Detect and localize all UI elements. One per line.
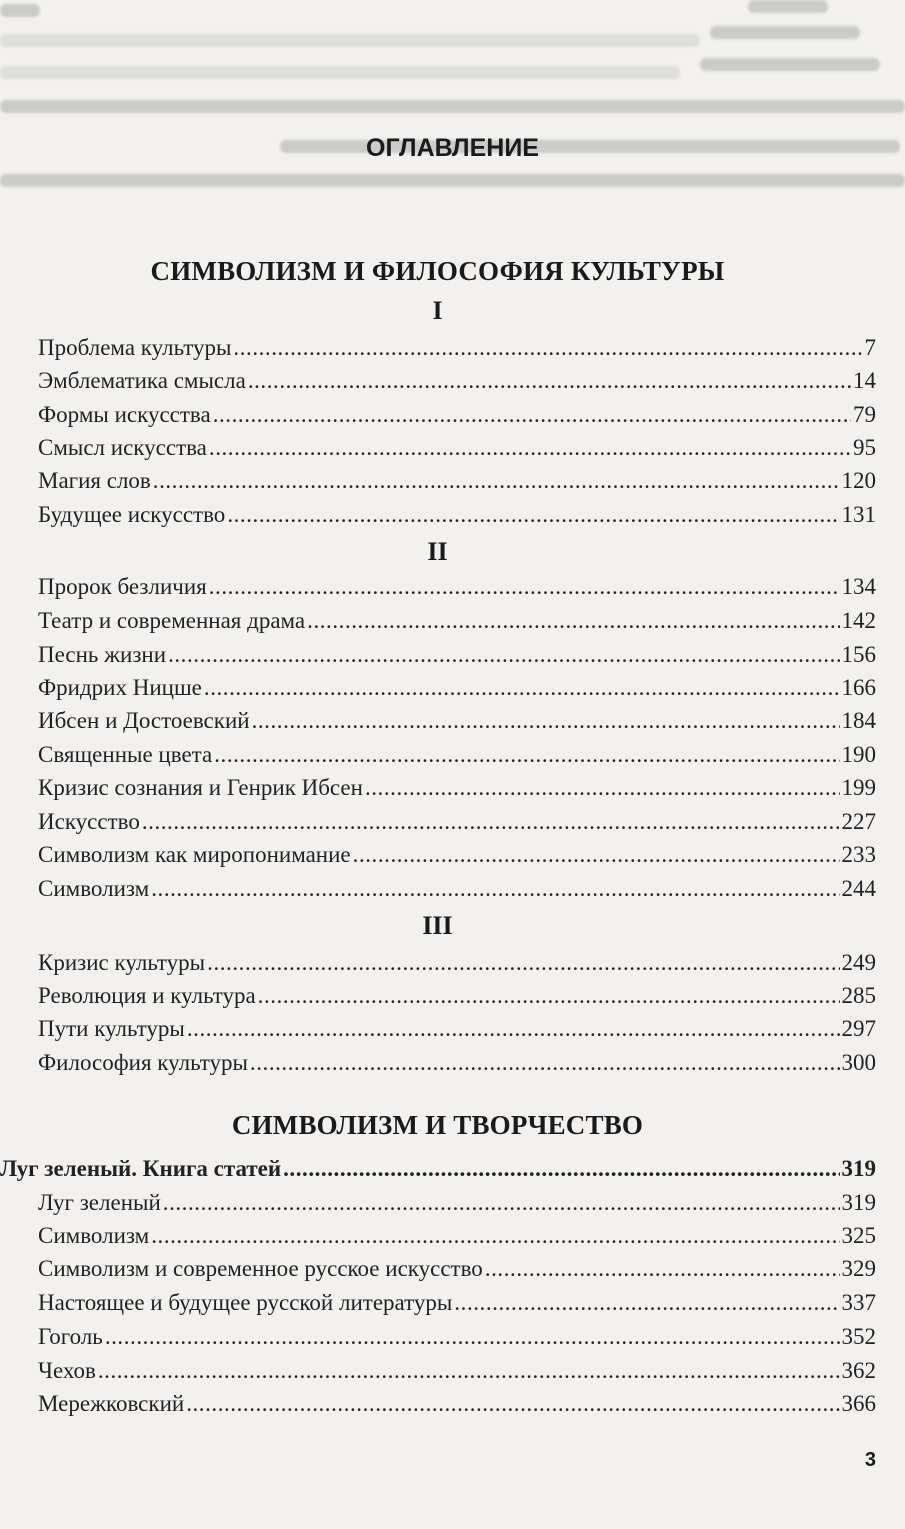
dot-leader [151,1220,839,1252]
part-title-symbolism-philosophy: СИМВОЛИЗМ И ФИЛОСОФИЯ КУЛЬТУРЫ [150,256,725,286]
entry-page: 156 [841,642,876,667]
toc-entry[interactable] [38,1321,876,1353]
dot-leader [209,432,851,464]
toc-entry[interactable] [38,432,876,464]
dot-leader [213,399,851,431]
dot-leader [248,365,851,397]
toc-entry[interactable] [38,499,876,531]
entry-page: 79 [853,402,876,427]
entry-page: 233 [841,842,876,867]
entry-title: Символизм [38,876,150,901]
dot-leader [151,873,839,905]
toc-entry[interactable] [38,571,876,603]
toc-entry[interactable] [38,605,876,637]
dot-leader [153,465,840,497]
entry-page: 131 [841,502,876,527]
entry-title: Луг зеленый. Книга статей [0,1156,282,1181]
toc-entry[interactable] [38,739,876,771]
dot-leader [186,1388,839,1420]
entry-page: 300 [841,1050,876,1075]
entry-page: 285 [841,983,876,1008]
toc-entry[interactable] [38,1388,876,1420]
entry-page: 249 [841,950,876,975]
section-numeral: I [432,296,443,325]
section-numeral: III [422,911,453,940]
toc-entry[interactable] [38,465,876,497]
dot-leader [209,571,840,603]
toc-entry[interactable] [38,332,876,364]
entry-page: 190 [841,742,876,767]
entry-title: Будущее искусство [38,502,226,527]
entry-title: Философия культуры [38,1050,248,1075]
toc-entry[interactable] [38,705,876,737]
entry-page: 199 [841,775,876,800]
entry-title: Проблема культуры [38,335,232,360]
dot-leader [142,806,840,838]
entry-page: 297 [841,1016,876,1041]
entry-page: 319 [841,1156,876,1181]
entry-title: Священные цвета [38,742,213,767]
entry-page: 120 [841,468,876,493]
dot-leader [204,672,840,704]
entry-page: 166 [841,675,876,700]
toc-title: ОГЛАВЛЕНИЕ [366,134,539,162]
toc-entry[interactable] [38,772,876,804]
entry-title: Искусство [38,809,140,834]
dot-leader [485,1253,840,1285]
entry-page: 366 [841,1391,876,1416]
entry-title: Фридрих Ницше [38,675,202,700]
toc-entry[interactable] [38,672,876,704]
dot-leader [454,1287,839,1319]
entry-title: Революция и культура [38,983,256,1008]
toc-entry[interactable] [38,639,876,671]
toc-entry[interactable] [38,399,876,431]
entry-page: 244 [841,876,876,901]
toc-entry[interactable] [38,1355,876,1387]
dot-leader [214,739,839,771]
part-title-symbolism-creativity: СИМВОЛИЗМ И ТВОРЧЕСТВО [231,1110,644,1140]
toc-entry[interactable] [38,1220,876,1252]
toc-entry[interactable] [38,806,876,838]
entry-page: 184 [841,708,876,733]
dot-leader [283,1153,839,1185]
section-numeral: II [427,537,448,566]
entry-title: Символизм как миропонимание [38,842,351,867]
entry-title: Настоящее и будущее русской литературы [38,1290,453,1315]
toc-entry[interactable] [38,365,876,397]
dot-leader [98,1355,840,1387]
entry-title: Формы искусства [38,402,211,427]
entry-title: Магия слов [38,468,151,493]
entry-page: 14 [853,368,876,393]
entry-page: 227 [841,809,876,834]
entry-page: 362 [841,1358,876,1383]
entry-title: Песнь жизни [38,642,167,667]
entry-title: Кризис культуры [38,950,206,975]
entry-title: Символизм и современное русское искусство [38,1256,483,1281]
dot-leader [258,980,840,1012]
entry-title: Пророк безличия [38,574,207,599]
entry-title: Театр и современная драма [38,608,306,633]
dot-leader [168,639,839,671]
dot-leader [163,1187,840,1219]
entry-title: Гоголь [38,1324,103,1349]
entry-page: 329 [841,1256,876,1281]
entry-title: Смысл искусства [38,435,207,460]
entry-page: 319 [841,1190,876,1215]
entry-page: 7 [864,335,876,360]
entry-title: Кризис сознания и Генрик Ибсен [38,775,363,800]
dot-leader [250,1047,840,1079]
toc-entry[interactable] [38,839,876,871]
toc-entry-book[interactable] [0,1153,876,1185]
dot-leader [353,839,840,871]
dot-leader [252,705,840,737]
dot-leader [187,1013,840,1045]
entry-title: Эмблематика смысла [38,368,246,393]
dot-leader [105,1321,840,1353]
entry-page: 325 [841,1223,876,1248]
entry-page: 352 [841,1324,876,1349]
dot-leader [207,947,839,979]
entry-page: 134 [841,574,876,599]
entry-title: Пути культуры [38,1016,185,1041]
entry-page: 95 [853,435,876,460]
toc-entry[interactable] [38,1047,876,1079]
show-through [0,0,905,200]
page-number: 3 [864,1449,876,1471]
toc-entry[interactable] [38,947,876,979]
entry-title: Ибсен и Достоевский [38,708,250,733]
dot-leader [307,605,839,637]
dot-leader [227,499,839,531]
toc-entry[interactable] [38,1013,876,1045]
toc-entry[interactable] [38,1187,876,1219]
dot-leader [365,772,840,804]
toc-entry[interactable] [38,1253,876,1285]
dot-leader [233,332,862,364]
toc-entry[interactable] [38,980,876,1012]
toc-entry[interactable] [38,1287,876,1319]
toc-entry[interactable] [38,873,876,905]
entry-title: Символизм [38,1223,150,1248]
entry-title: Чехов [38,1358,96,1383]
entry-title: Мережковский [38,1391,185,1416]
entry-page: 142 [841,608,876,633]
entry-page: 337 [841,1290,876,1315]
entry-title: Луг зеленый [38,1190,161,1215]
